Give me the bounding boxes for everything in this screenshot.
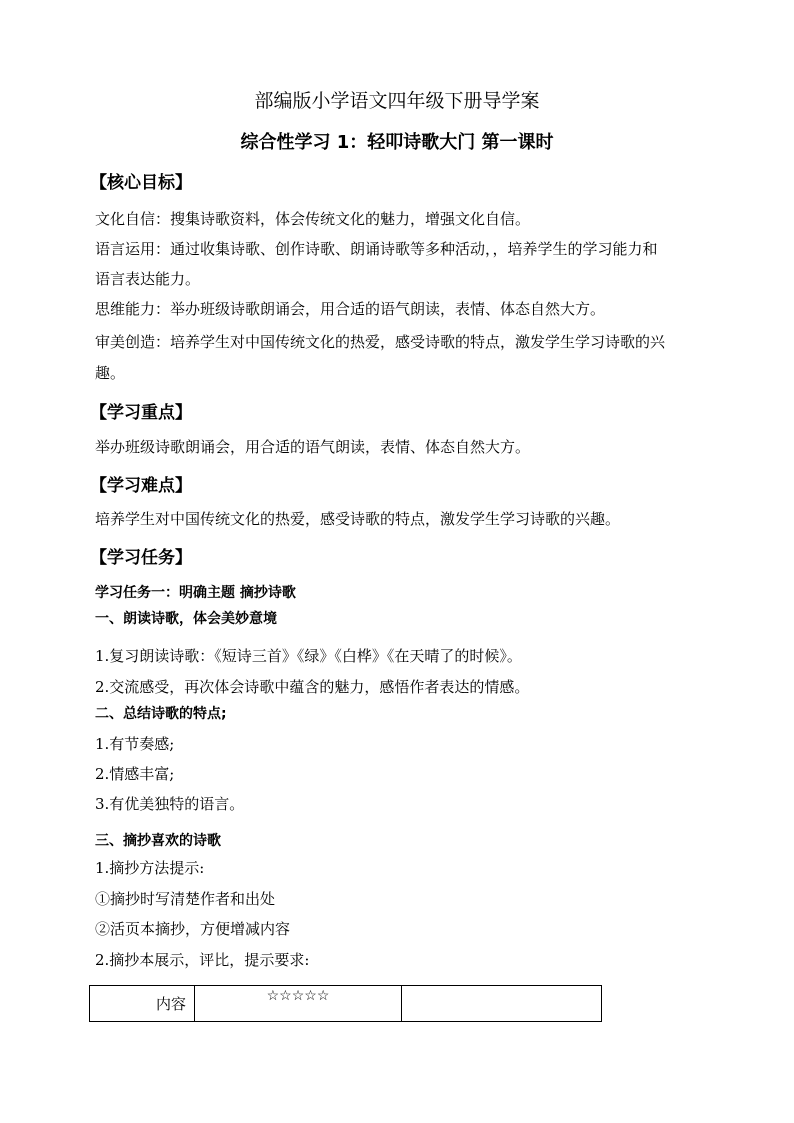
section3-item: 1.摘抄方法提示:: [95, 859, 205, 877]
tasks-heading: 【学习任务】: [90, 548, 192, 568]
table-row: [90, 986, 602, 1022]
difficulties-heading: 【学习难点】: [90, 476, 192, 496]
section3-item: 2.摘抄本展示，评比，提示要求:: [95, 951, 310, 969]
core-goals-heading: 【核心目标】: [90, 173, 192, 193]
section3-title: 三、摘抄喜欢的诗歌: [95, 833, 221, 849]
difficulties-text: 培养学生对中国传统文化的热爱，感受诗歌的特点，激发学生学习诗歌的兴趣。: [95, 510, 621, 528]
table-cell-stars: ☆☆☆☆☆: [195, 986, 402, 1022]
section1-item: 1.复习朗读诗歌：《短诗三首》《绿》《白桦》《在天晴了的时候》。: [95, 647, 522, 665]
document-title: 部编版小学语文四年级下册导学案: [254, 90, 540, 112]
core-goal-line: 审美创造：培养学生对中国传统文化的热爱，感受诗歌的特点，激发学生学习诗歌的兴: [95, 333, 666, 351]
key-points-heading: 【学习重点】: [90, 403, 192, 423]
core-goal-line: 语言运用：通过收集诗歌、创作诗歌、朗诵诗歌等多种活动，，培养学生的学习能力和: [95, 240, 658, 258]
section1-title: 一、朗读诗歌，体会美妙意境: [95, 611, 277, 627]
section2-title: 二、总结诗歌的特点;: [95, 706, 227, 722]
core-goal-line: 文化自信：搜集诗歌资料，体会传统文化的魅力，增强文化自信。: [95, 210, 531, 228]
section2-item: 2.情感丰富;: [95, 765, 175, 783]
section1-item: 2.交流感受，再次体会诗歌中蕴含的魅力，感悟作者表达的情感。: [95, 678, 530, 696]
table-cell-label: 内容: [90, 986, 195, 1022]
section3-item: ②活页本摘抄，方便增减内容: [95, 920, 291, 938]
core-goal-line: 趣。: [95, 364, 126, 382]
section2-item: 3.有优美独特的语言。: [95, 795, 245, 813]
core-goal-line: 语言表达能力。: [95, 270, 201, 288]
key-points-text: 举办班级诗歌朗诵会，用合适的语气朗读，表情、体态自然大方。: [95, 438, 531, 456]
evaluation-table: [89, 985, 602, 1022]
core-goal-line: 思维能力：举办班级诗歌朗诵会，用合适的语气朗读，表情、体态自然大方。: [95, 300, 606, 318]
section2-item: 1.有节奏感;: [95, 735, 175, 753]
table-cell-blank: [402, 986, 602, 1022]
task1-title: 学习任务一：明确主题 摘抄诗歌: [95, 585, 296, 601]
section3-item: ①摘抄时写清楚作者和出处: [95, 890, 276, 908]
document-subtitle: 综合性学习 1：轻叩诗歌大门 第一课时: [240, 132, 554, 153]
